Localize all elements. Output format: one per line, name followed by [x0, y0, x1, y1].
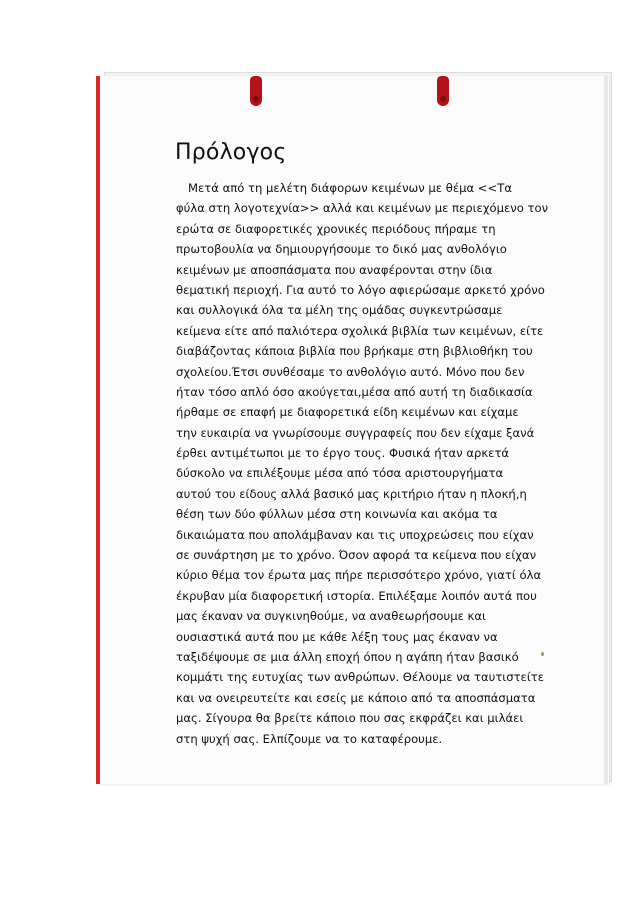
- red-ribbon-right: [437, 76, 449, 106]
- text-line: κειμένων με αποσπάσματα που αναφέρονται στην ίδια: [176, 262, 493, 277]
- prologue-text: [176, 178, 556, 749]
- text-line: ερώτα σε διαφορετικές χρονικές περιόδους πήραμε τη: [176, 221, 496, 236]
- text-line: φύλα στη λογοτεχνία>> αλλά και κειμένων με περιεχόμενο τον: [176, 201, 549, 216]
- text-line: στη ψυχή σας. Ελπίζουμε να το καταφέρουμε.: [176, 731, 443, 746]
- text-line: δικαιώματα που απολάμβαναν και τις υποχρεώσεις που είχαν: [176, 527, 534, 542]
- text-line: σε συνάρτηση με το χρόνο. Όσον αφορά τα κείμενα που είχαν: [176, 548, 537, 563]
- text-line: έκρυβαν μία διαφορετική ιστορία. Επιλέξαμε λοιπόν αυτά που: [176, 588, 537, 603]
- text-line: Μετά από τη μελέτη διάφορων κειμένων με θέμα <<Τα: [188, 181, 512, 195]
- red-ribbon-left: [250, 76, 262, 106]
- text-line: μας. Σίγουρα θα βρείτε κάποιο που σας εκφράζει και μιλάει: [176, 711, 524, 726]
- text-line: και συλλογικά όλα τα μέλη της ομάδας συγκεντρώσαμε: [176, 303, 503, 318]
- red-page-edge: [96, 76, 100, 784]
- text-line: σχολείου.Έτσι συνθέσαμε το ανθολόγιο αυτό. Μόνο που δεν: [176, 364, 525, 379]
- text-line: ουσιαστικά αυτά που με κάθε λέξη τους μας έκαναν να: [176, 629, 498, 644]
- text-line: και να ονειρευτείτε και εσείς με κάποιο από τα αποσπάσματα: [176, 690, 536, 705]
- page-right-edge: [604, 76, 608, 784]
- text-line: κείμενα είτε από παλιότερα σχολικά βιβλία των κειμένων, είτε: [176, 323, 544, 338]
- text-line: δύσκολο να επιλέξουμε μέσα από τόσα αριστουργήματα: [176, 466, 504, 481]
- text-line: διαβάζοντας κάποια βιβλία που βρήκαμε στη βιβλιοθήκη του: [176, 344, 533, 359]
- text-line: κύριο θέμα τον έρωτα μας πήρε περισσότερο χρόνο, γιατί όλα: [176, 568, 542, 583]
- text-line: ήρθαμε σε επαφή με διαφορετικά είδη κειμένων και είχαμε: [176, 405, 519, 420]
- scan-speck: [541, 652, 544, 656]
- text-line: θέση των δύο φύλλων μέσα στη κοινωνία και ακόμα τα: [176, 507, 498, 522]
- text-line: ήταν τόσο απλό όσο ακούγεται,μέσα από αυτή τη διαδικασία: [176, 384, 533, 399]
- text-line: έρθει αντιμέτωποι με το έργο τους. Φυσικά ήταν αρκετά: [176, 446, 510, 461]
- text-line: πρωτοβουλία να δημιουργήσουμε το δικό μας ανθολόγιο: [176, 242, 507, 257]
- page-title: Πρόλογος: [175, 140, 287, 165]
- text-line: κομμάτι της ευτυχίας των ανθρώπων. Θέλουμε να ταυτιστείτε: [176, 670, 544, 685]
- text-line: μας έκαναν να συγκινηθούμε, να αναθεωρήσουμε και: [176, 609, 486, 624]
- text-line: αυτού του είδους αλλά βασικό μας κριτήριο ήταν η πλοκή,η: [176, 486, 527, 501]
- text-line: ταξιδέψουμε σε μια άλλη εποχή όπου η αγάπη ήταν βασικό: [176, 649, 519, 664]
- text-line: την ευκαιρία να γνωρίσουμε συγγραφείς που δεν είχαμε ξανά: [176, 425, 535, 440]
- text-line: θεματική περιοχή. Για αυτό το λόγο αφιερώσαμε αρκετό χρόνο: [176, 282, 545, 297]
